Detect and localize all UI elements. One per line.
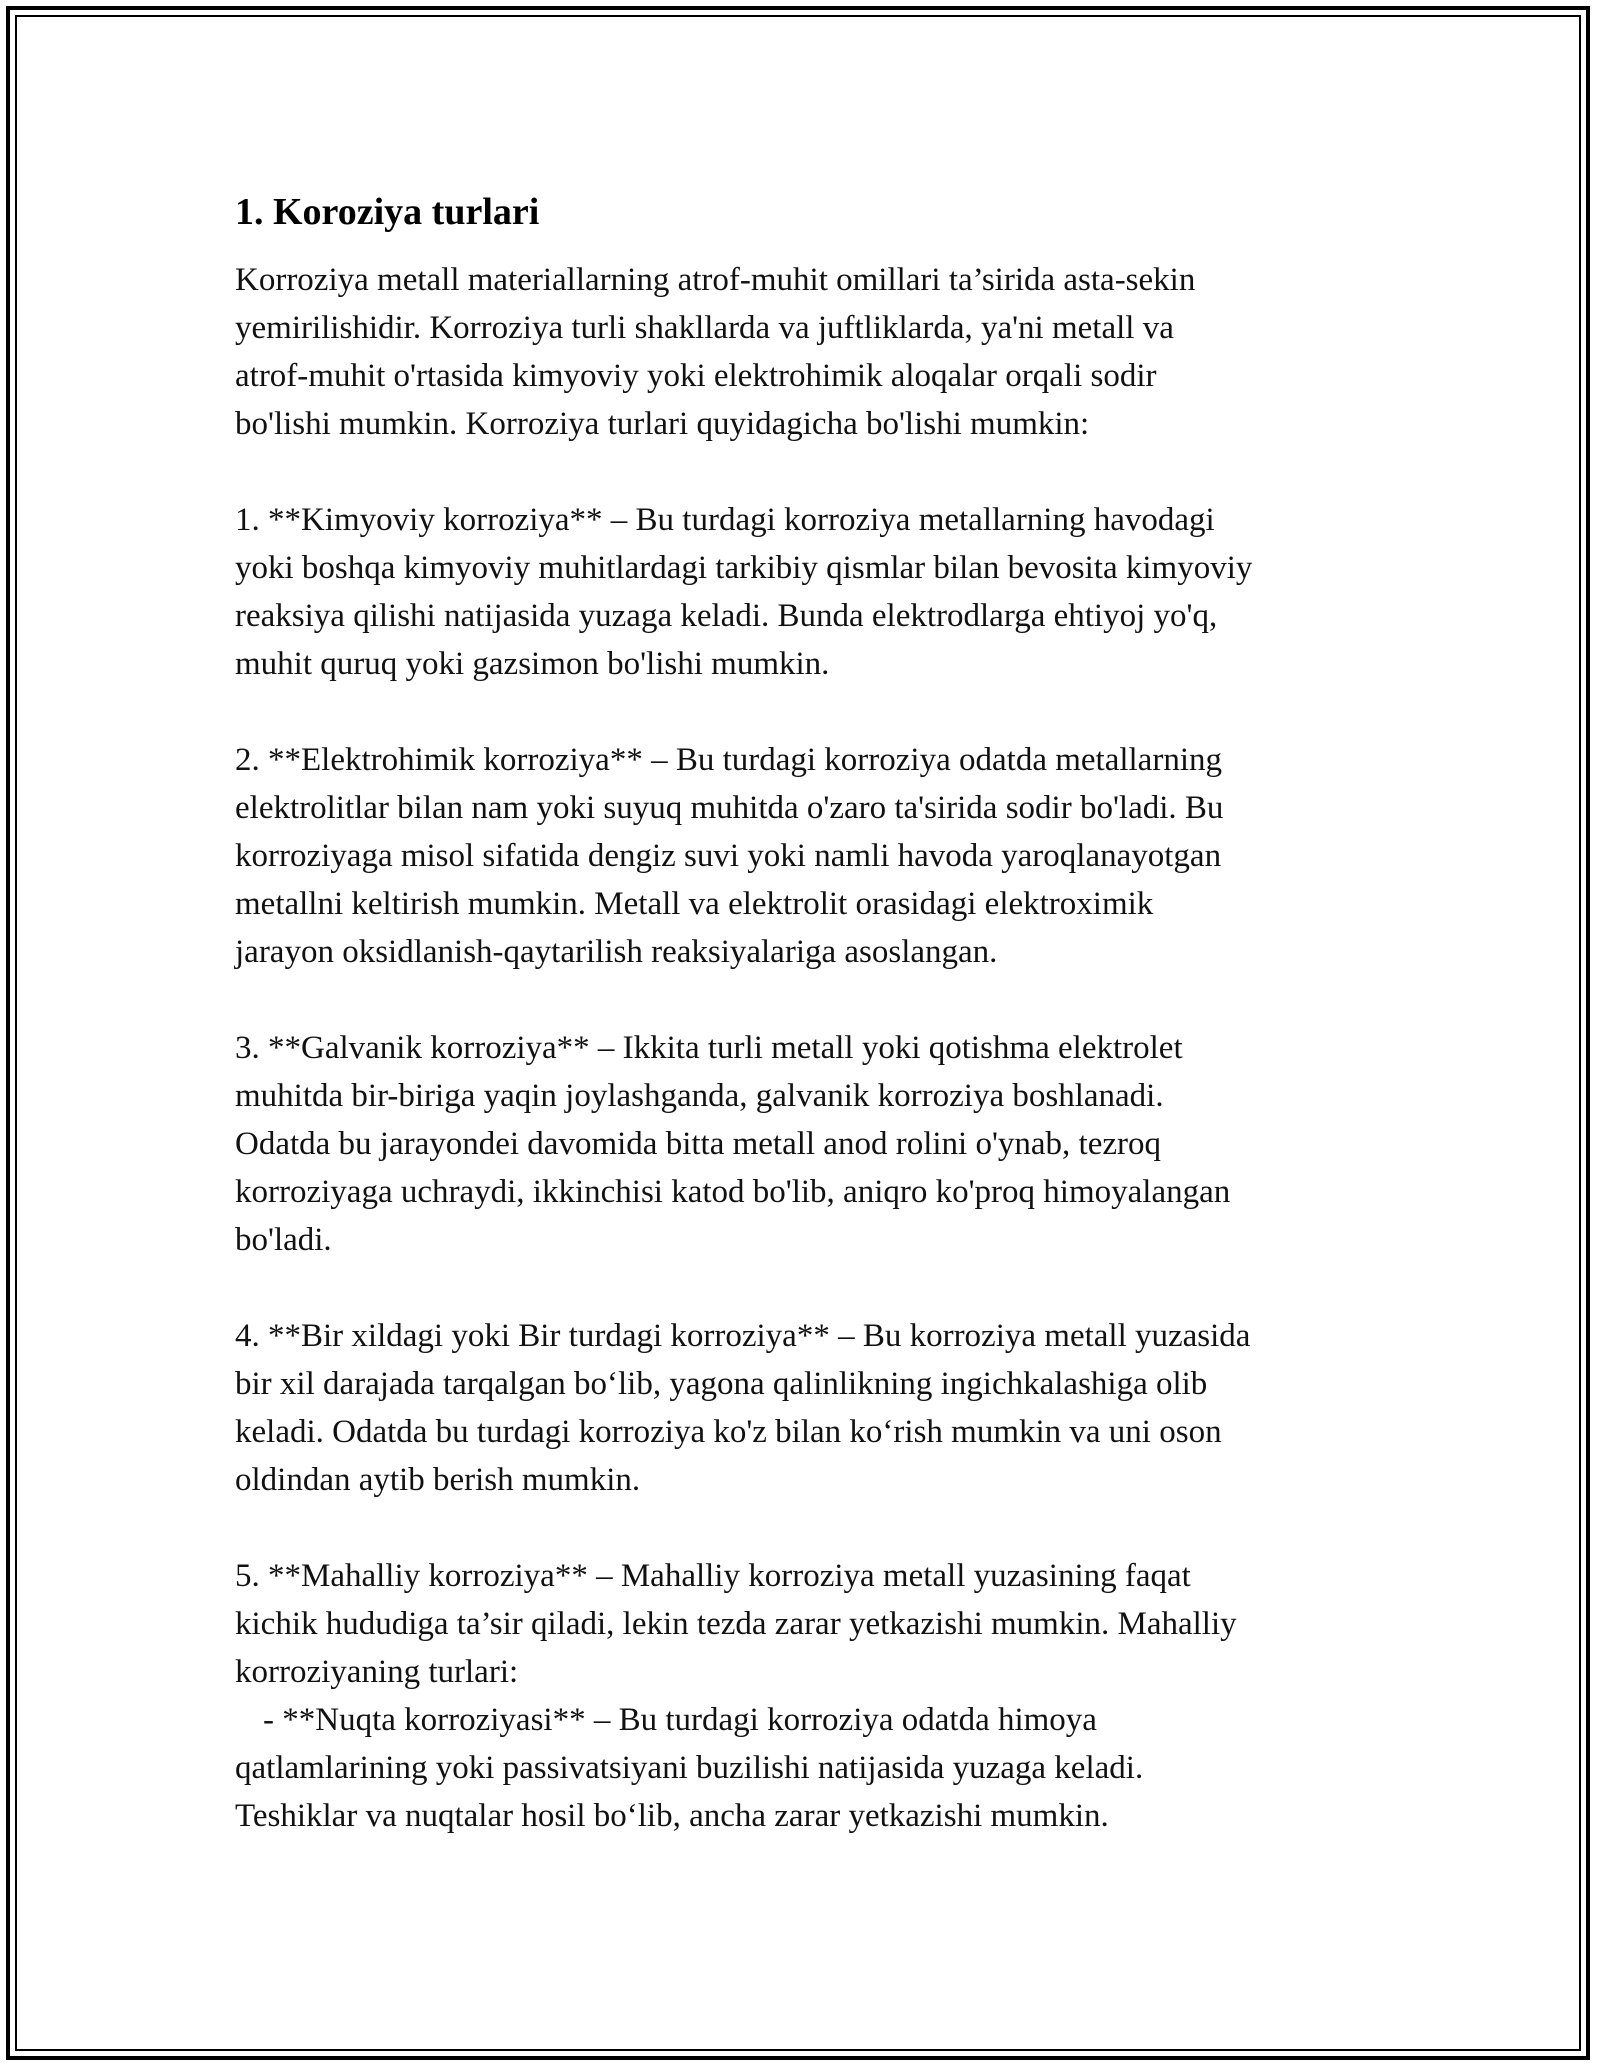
text-line: qatlamlarining yoki passivatsiyani buzilishi natijasida yuzaga keladi.: [235, 1750, 1144, 1786]
text-line: bo'lishi mumkin. Korroziya turlari quyidagicha bo'lishi mumkin:: [235, 406, 1090, 442]
text-line: Odatda bu jarayondei davomida bitta metall anod rolini o'ynab, tezroq: [235, 1126, 1161, 1162]
text-line: 1. **Kimyoviy korroziya** – Bu turdagi korroziya metallarning havodagi: [235, 502, 1215, 538]
text-line: korroziyaga misol sifatida dengiz suvi yoki namli havoda yaroqlanayotgan: [235, 838, 1222, 874]
text-line: elektrolitlar bilan nam yoki suyuq muhitda o'zaro ta'sirida sodir bo'ladi. Bu: [235, 790, 1224, 826]
intro-paragraph: [235, 256, 1385, 448]
document-content: [235, 188, 1385, 1888]
list-item-electrochemical-corrosion: [235, 736, 1385, 976]
text-line: jarayon oksidlanish-qaytarilish reaksiyalariga asoslangan.: [235, 934, 998, 970]
text-line: 2. **Elektrohimik korroziya** – Bu turdagi korroziya odatda metallarning: [235, 742, 1222, 778]
text-line: Teshiklar va nuqtalar hosil bo‘lib, ancha zarar yetkazishi mumkin.: [235, 1798, 1109, 1834]
text-line: muhit quruq yoki gazsimon bo'lishi mumkin.: [235, 646, 830, 682]
text-line: 5. **Mahalliy korroziya** – Mahalliy korroziya metall yuzasining faqat: [235, 1558, 1191, 1594]
text-line: bir xil darajada tarqalgan bo‘lib, yagona qalinlikning ingichkalashiga olib: [235, 1366, 1208, 1402]
sub-list-item-pitting: - **Nuqta korroziyasi** – Bu turdagi korroziya odatda himoya: [263, 1702, 1097, 1738]
text-line: 4. **Bir xildagi yoki Bir turdagi korroziya** – Bu korroziya metall yuzasida: [235, 1318, 1251, 1354]
section-title: 1. Koroziya turlari: [235, 191, 540, 233]
text-line: oldindan aytib berish mumkin.: [235, 1462, 641, 1498]
text-line: bo'ladi.: [235, 1222, 332, 1258]
list-item-chemical-corrosion: [235, 496, 1385, 688]
text-line: Korroziya metall materiallarning atrof-muhit omillari ta’sirida asta-sekin: [235, 262, 1196, 298]
text-line: yoki boshqa kimyoviy muhitlardagi tarkibiy qismlar bilan bevosita kimyoviy: [235, 550, 1253, 586]
text-line: metallni keltirish mumkin. Metall va elektrolit orasidagi elektroximik: [235, 886, 1154, 922]
list-item-local-corrosion: [235, 1552, 1385, 1840]
text-line: korroziyaning turlari:: [235, 1654, 519, 1690]
list-item-galvanic-corrosion: [235, 1024, 1385, 1264]
text-line: korroziyaga uchraydi, ikkinchisi katod bo'lib, aniqro ko'proq himoyalangan: [235, 1174, 1231, 1210]
text-line: keladi. Odatda bu turdagi korroziya ko'z bilan ko‘rish mumkin va uni oson: [235, 1414, 1222, 1450]
text-line: muhitda bir-biriga yaqin joylashganda, galvanik korroziya boshlanadi.: [235, 1078, 1164, 1114]
text-line: yemirilishidir. Korroziya turli shakllarda va juftliklarda, ya'ni metall va: [235, 310, 1174, 346]
text-line: 3. **Galvanik korroziya** – Ikkita turli metall yoki qotishma elektrolet: [235, 1030, 1183, 1066]
list-item-uniform-corrosion: [235, 1312, 1385, 1504]
text-line: kichik hududiga ta’sir qiladi, lekin tezda zarar yetkazishi mumkin. Mahalliy: [235, 1606, 1237, 1642]
text-line: reaksiya qilishi natijasida yuzaga keladi. Bunda elektrodlarga ehtiyoj yo'q,: [235, 598, 1218, 634]
text-line: atrof-muhit o'rtasida kimyoviy yoki elektrohimik aloqalar orqali sodir: [235, 358, 1157, 394]
